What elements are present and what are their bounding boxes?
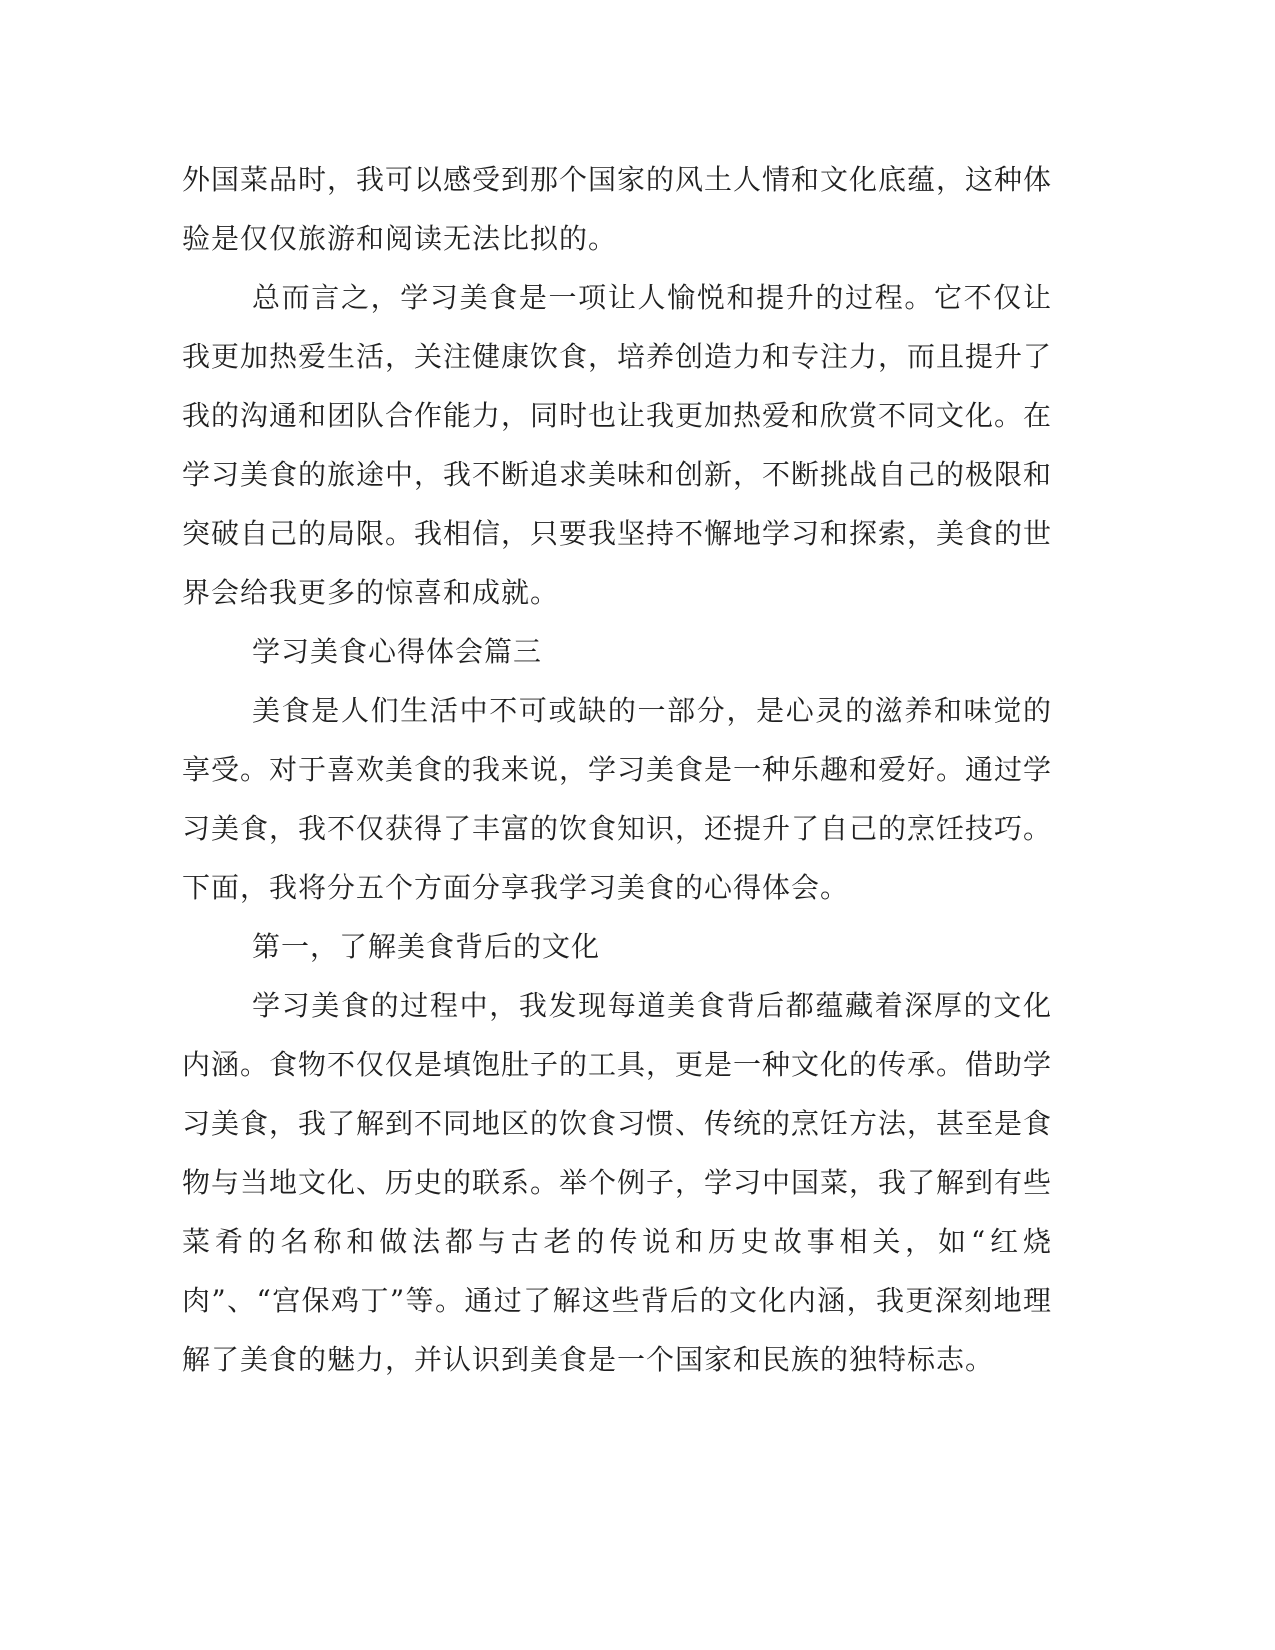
paragraph-conclusion: 总而言之，学习美食是一项让人愉悦和提升的过程。它不仅让我更加热爱生活，关注健康饮食，培养创造力和专注力，而且提升了我的沟通和团队合作能力，同时也让我更加热爱和欣赏不同文化。在学习美食的旅途中，我不断追求美味和创新，不断挑战自己的极限和突破自己的局限。我相信，只要我坚持不懈地学习和探索，美食的世界会给我更多的惊喜和成就。 <box>182 281 1053 609</box>
paragraph-intro: 美食是人们生活中不可或缺的一部分，是心灵的滋养和味觉的享受。对于喜欢美食的我来说，学习美食是一种乐趣和爱好。通过学习美食，我不仅获得了丰富的饮食知识，还提升了自己的烹饪技巧。下面，我将分五个方面分享我学习美食的心得体会。 <box>182 694 1053 904</box>
section-heading: 学习美食心得体会篇三 <box>252 635 543 668</box>
paragraph-culture: 学习美食的过程中，我发现每道美食背后都蕴藏着深厚的文化内涵。食物不仅仅是填饱肚子的工具，更是一种文化的传承。借助学习美食，我了解到不同地区的饮食习惯、传统的烹饪方法，甚至是食物与当地文化、历史的联系。举个例子，学习中国菜，我了解到有些菜肴的名称和做法都与古老的传说和历史故事相关，如“红烧肉”、“宫保鸡丁”等。通过了解这些背后的文化内涵，我更深刻地理解了美食的魅力，并认识到美食是一个国家和民族的独特标志。 <box>182 989 1053 1376</box>
paragraph-continuation: 外国菜品时，我可以感受到那个国家的风土人情和文化底蕴，这种体验是仅仅旅游和阅读无法比拟的。 <box>182 163 1053 255</box>
document-body <box>182 150 1052 1389</box>
subsection-heading: 第一，了解美食背后的文化 <box>252 930 601 963</box>
